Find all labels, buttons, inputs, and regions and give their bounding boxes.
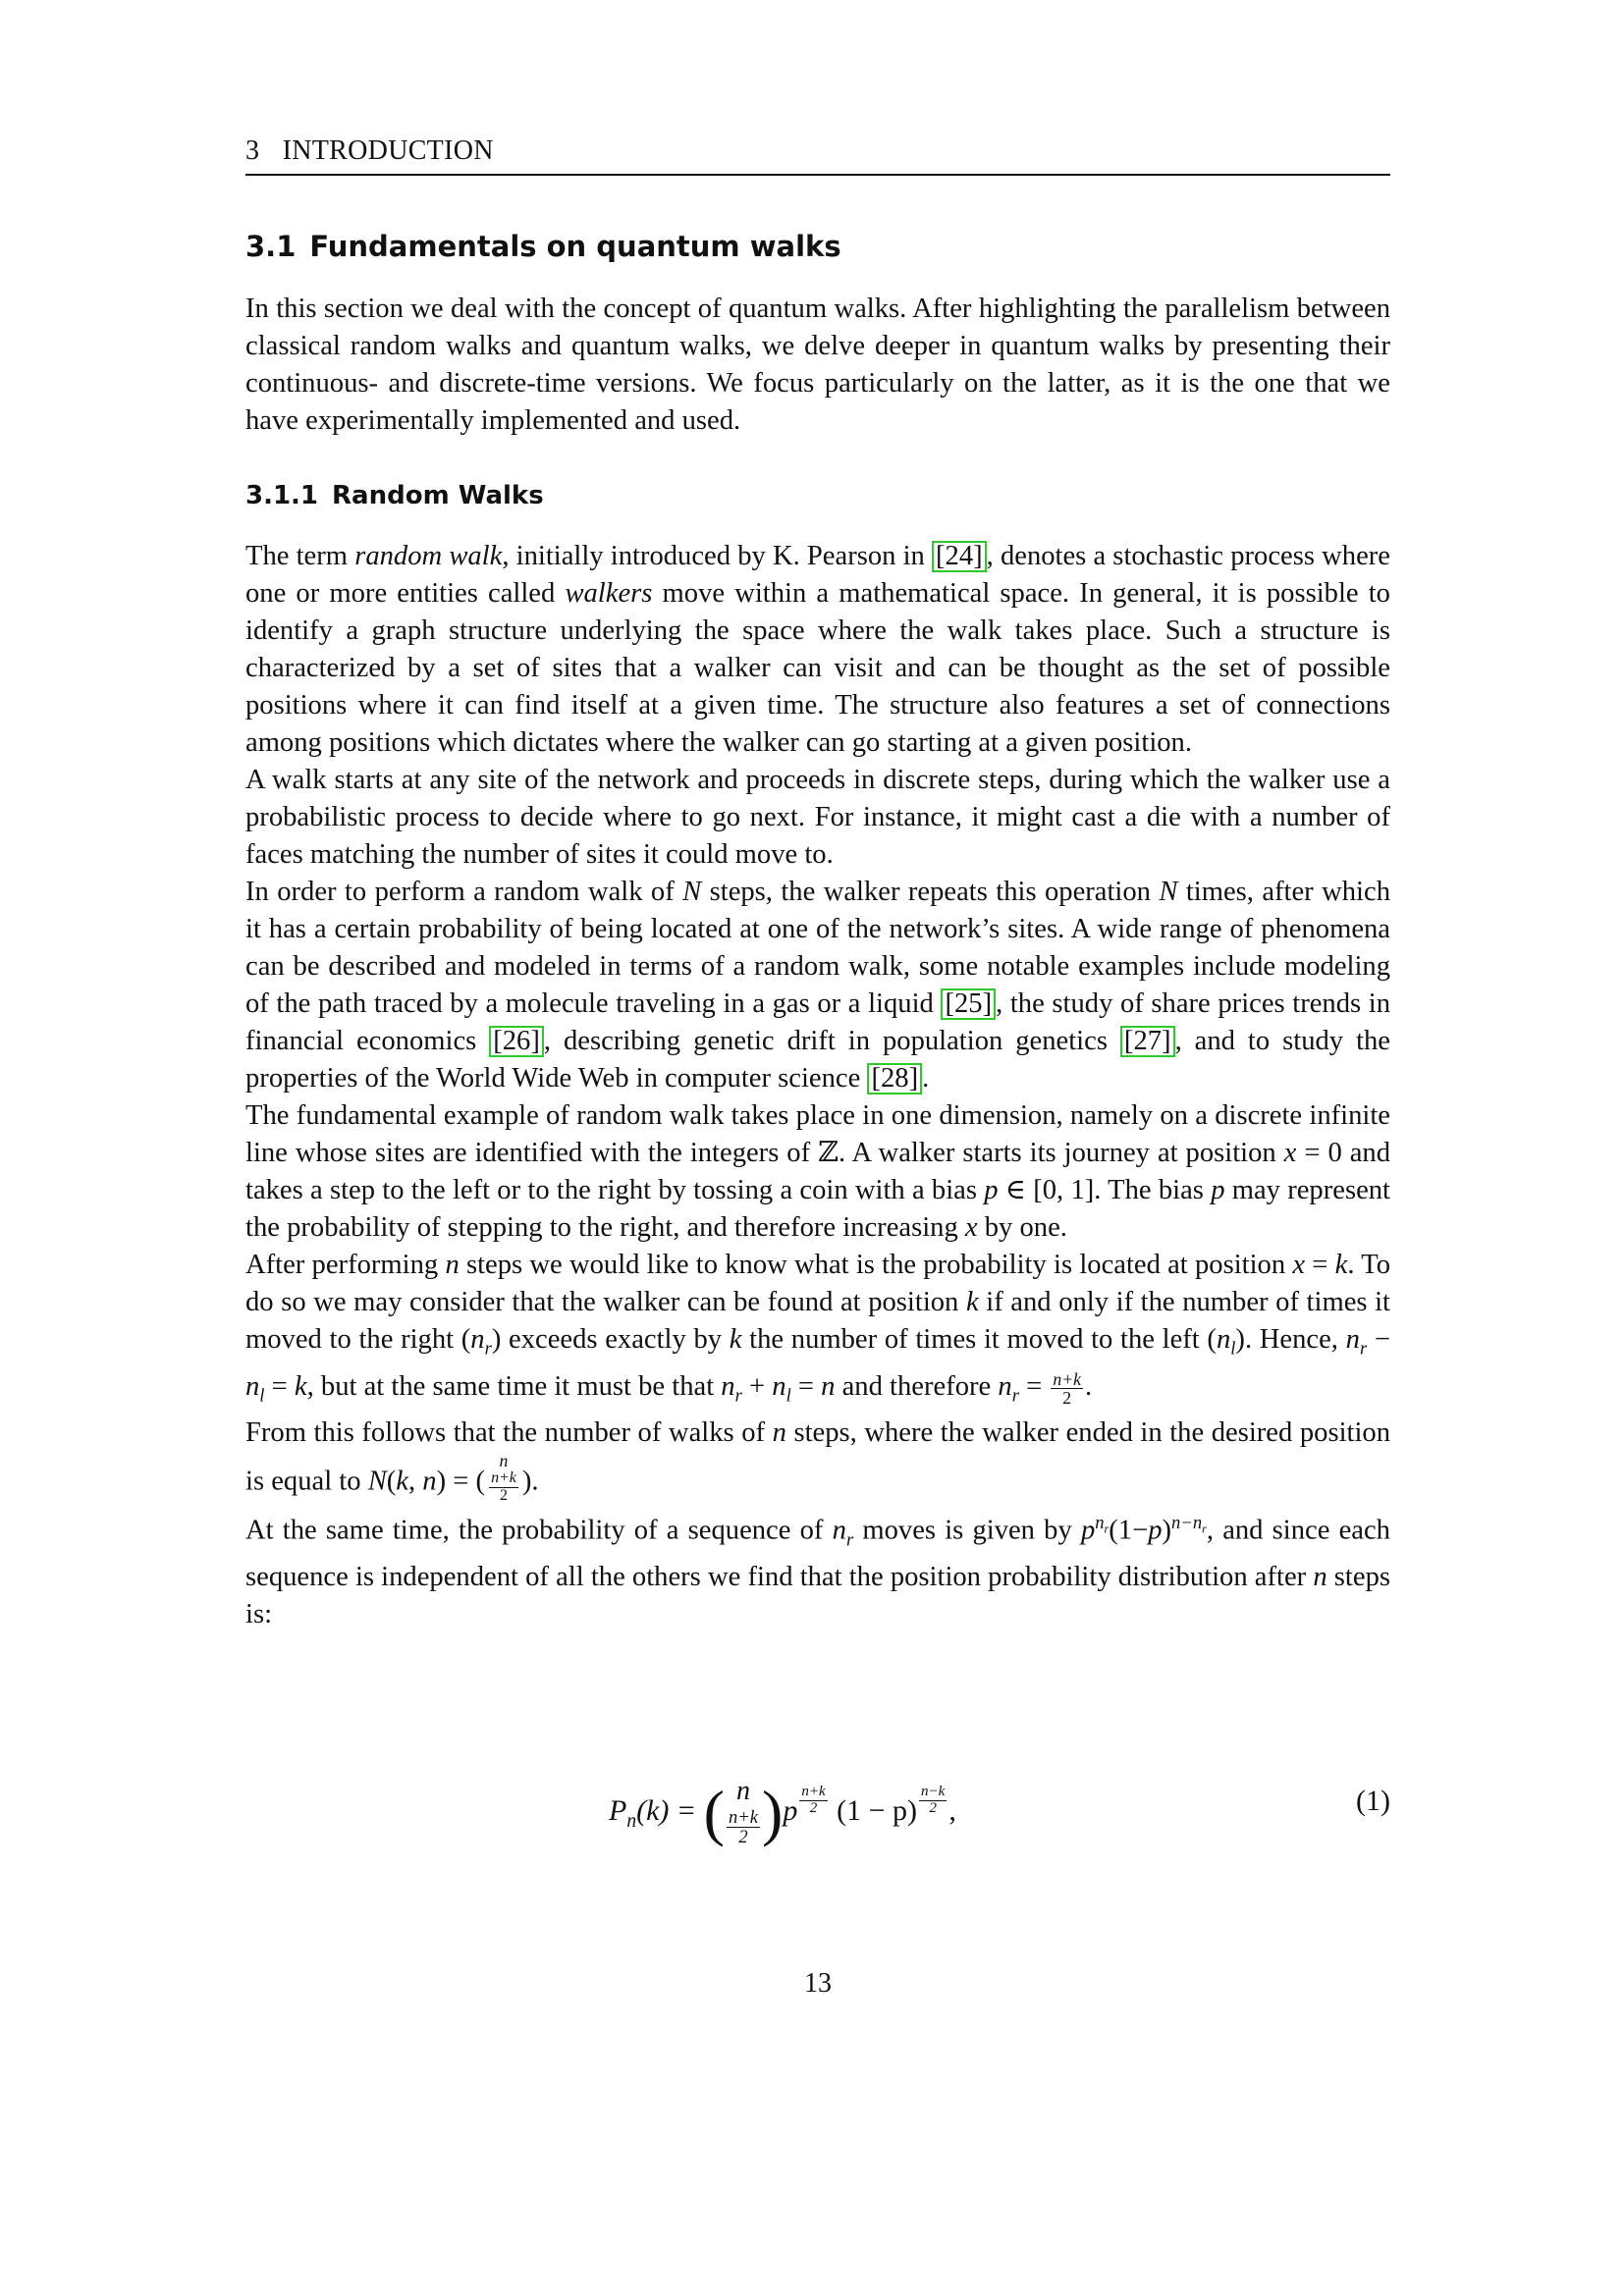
equation-body: $P_n(k)$ = ( n $\frac{n+k}{2}$ )p $\frac{n+k}{2}$ (1 − p) $\frac{n-k}{2}$ , <box>609 1775 956 1851</box>
exponent-2: $\frac{n-k}{2}$ <box>921 1783 946 1816</box>
subsection-heading <box>245 481 544 510</box>
header-rule <box>245 174 1390 176</box>
equation-1 <box>245 1757 1390 1855</box>
document-page <box>245 0 1390 2296</box>
running-head <box>245 135 1390 167</box>
citation-26[interactable]: [26] <box>489 1026 544 1057</box>
binomial-open: ( <box>703 1777 725 1847</box>
citation-28[interactable]: [28] <box>867 1063 922 1095</box>
subsection-title: Random Walks <box>332 481 544 510</box>
body-text: The term random walk, initially introduced by K. Pearson in [24] , denotes a stochastic process where one or more entities called walkers move within a mathematical space. In general, it is possible to identify a graph structure underlying the space where the walk takes place. Such a structure is characterized by a set of sites that a walker can visit and can be thought as the set of possible positions where it can find itself at a given time. The structure also features a set of connections among positions which dictates where the walker can go starting at a given position. A walk starts at any site of the network and proceeds in discrete steps, during which the walker use a probabilistic process to decide where to go next. For instance, it might cast a die with a number of faces matching the number of sites it could move to. In order to perform a random walk of N steps, the walker repeats this operation N times, after which it has a certain probability of being located at one of the network’s sites. A wide range of phenomena can be described and modeled in terms of a random walk, some notable examples include modeling of the path traced by a molecule traveling in a gas or a liquid [25] , the study of share prices trends in financial economics [26] , describing genetic drift in population genetics [27] , and to study the properties of the World Wide Web in computer science [28] . The fundamental example of random walk takes place in one dimension, namely on a discrete infinite line whose sites are identified with the integers of ℤ. A walker starts its journey at position x = 0 and takes a step to the left or to the right by tossing a coin with a bias p ∈ [0, 1]. The bias p may represent the probability of stepping to the right, and therefore increasing x by one. After performing n steps we would like to know what is the probability is located at position x = k. To do so we may consider that the walker can be found at position k if and only if the number of times it moved to the right $(n_r)$ exceeds exactly by k the number of times it moved to the left $(n_l)$. Hence, $n_r - n_l = k$, but at the same time it must be that $n_r + n_l = n$ and therefore $n_r$ = $\frac{n+k}{2}$ . From this follows that the number of walks of n steps, where the walker ended in the desired position is equal to N(k, n) = ( n n+k 2 ). At the same time, the probability of a sequence of $n_r$ moves is given by $p^{n_r}(1-p)^{n-n_r}$, and since each sequence is independent of all the others we find that the position probability distribution after n steps is: <box>245 541 1391 1629</box>
subsection-number: 3.1.1 <box>245 481 319 510</box>
section-title: Fundamentals on quantum walks <box>309 230 841 263</box>
citation-27[interactable]: [27] <box>1120 1026 1175 1057</box>
fraction: $\frac{n+k}{2}$ <box>1053 1368 1082 1409</box>
binomial: n $\frac{n+k}{2}$ <box>728 1776 759 1848</box>
chapter-title: INTRODUCTION <box>282 135 494 166</box>
section-heading <box>245 230 841 263</box>
inline-binomial: n n+k 2 <box>491 1451 516 1504</box>
binomial-close: ) <box>762 1777 784 1847</box>
section-number: 3.1 <box>245 230 297 263</box>
chapter-number: 3 <box>245 135 260 166</box>
citation-25[interactable]: [25] <box>941 988 996 1020</box>
exponent-1: $\frac{n+k}{2}$ <box>801 1783 826 1816</box>
citation-24[interactable]: [24] <box>932 541 987 572</box>
page-number: 13 <box>804 1968 832 1999</box>
intro-paragraph: In this section we deal with the concept of quantum walks. After highlighting the parallelism between classical random walks and quantum walks, we delve deeper in quantum walks by presenting their continuous- and discrete-time versions. We focus particularly on the latter, as it is the one that we have experimentally implemented and used. <box>245 294 1390 436</box>
equation-number: (1) <box>1356 1785 1390 1817</box>
